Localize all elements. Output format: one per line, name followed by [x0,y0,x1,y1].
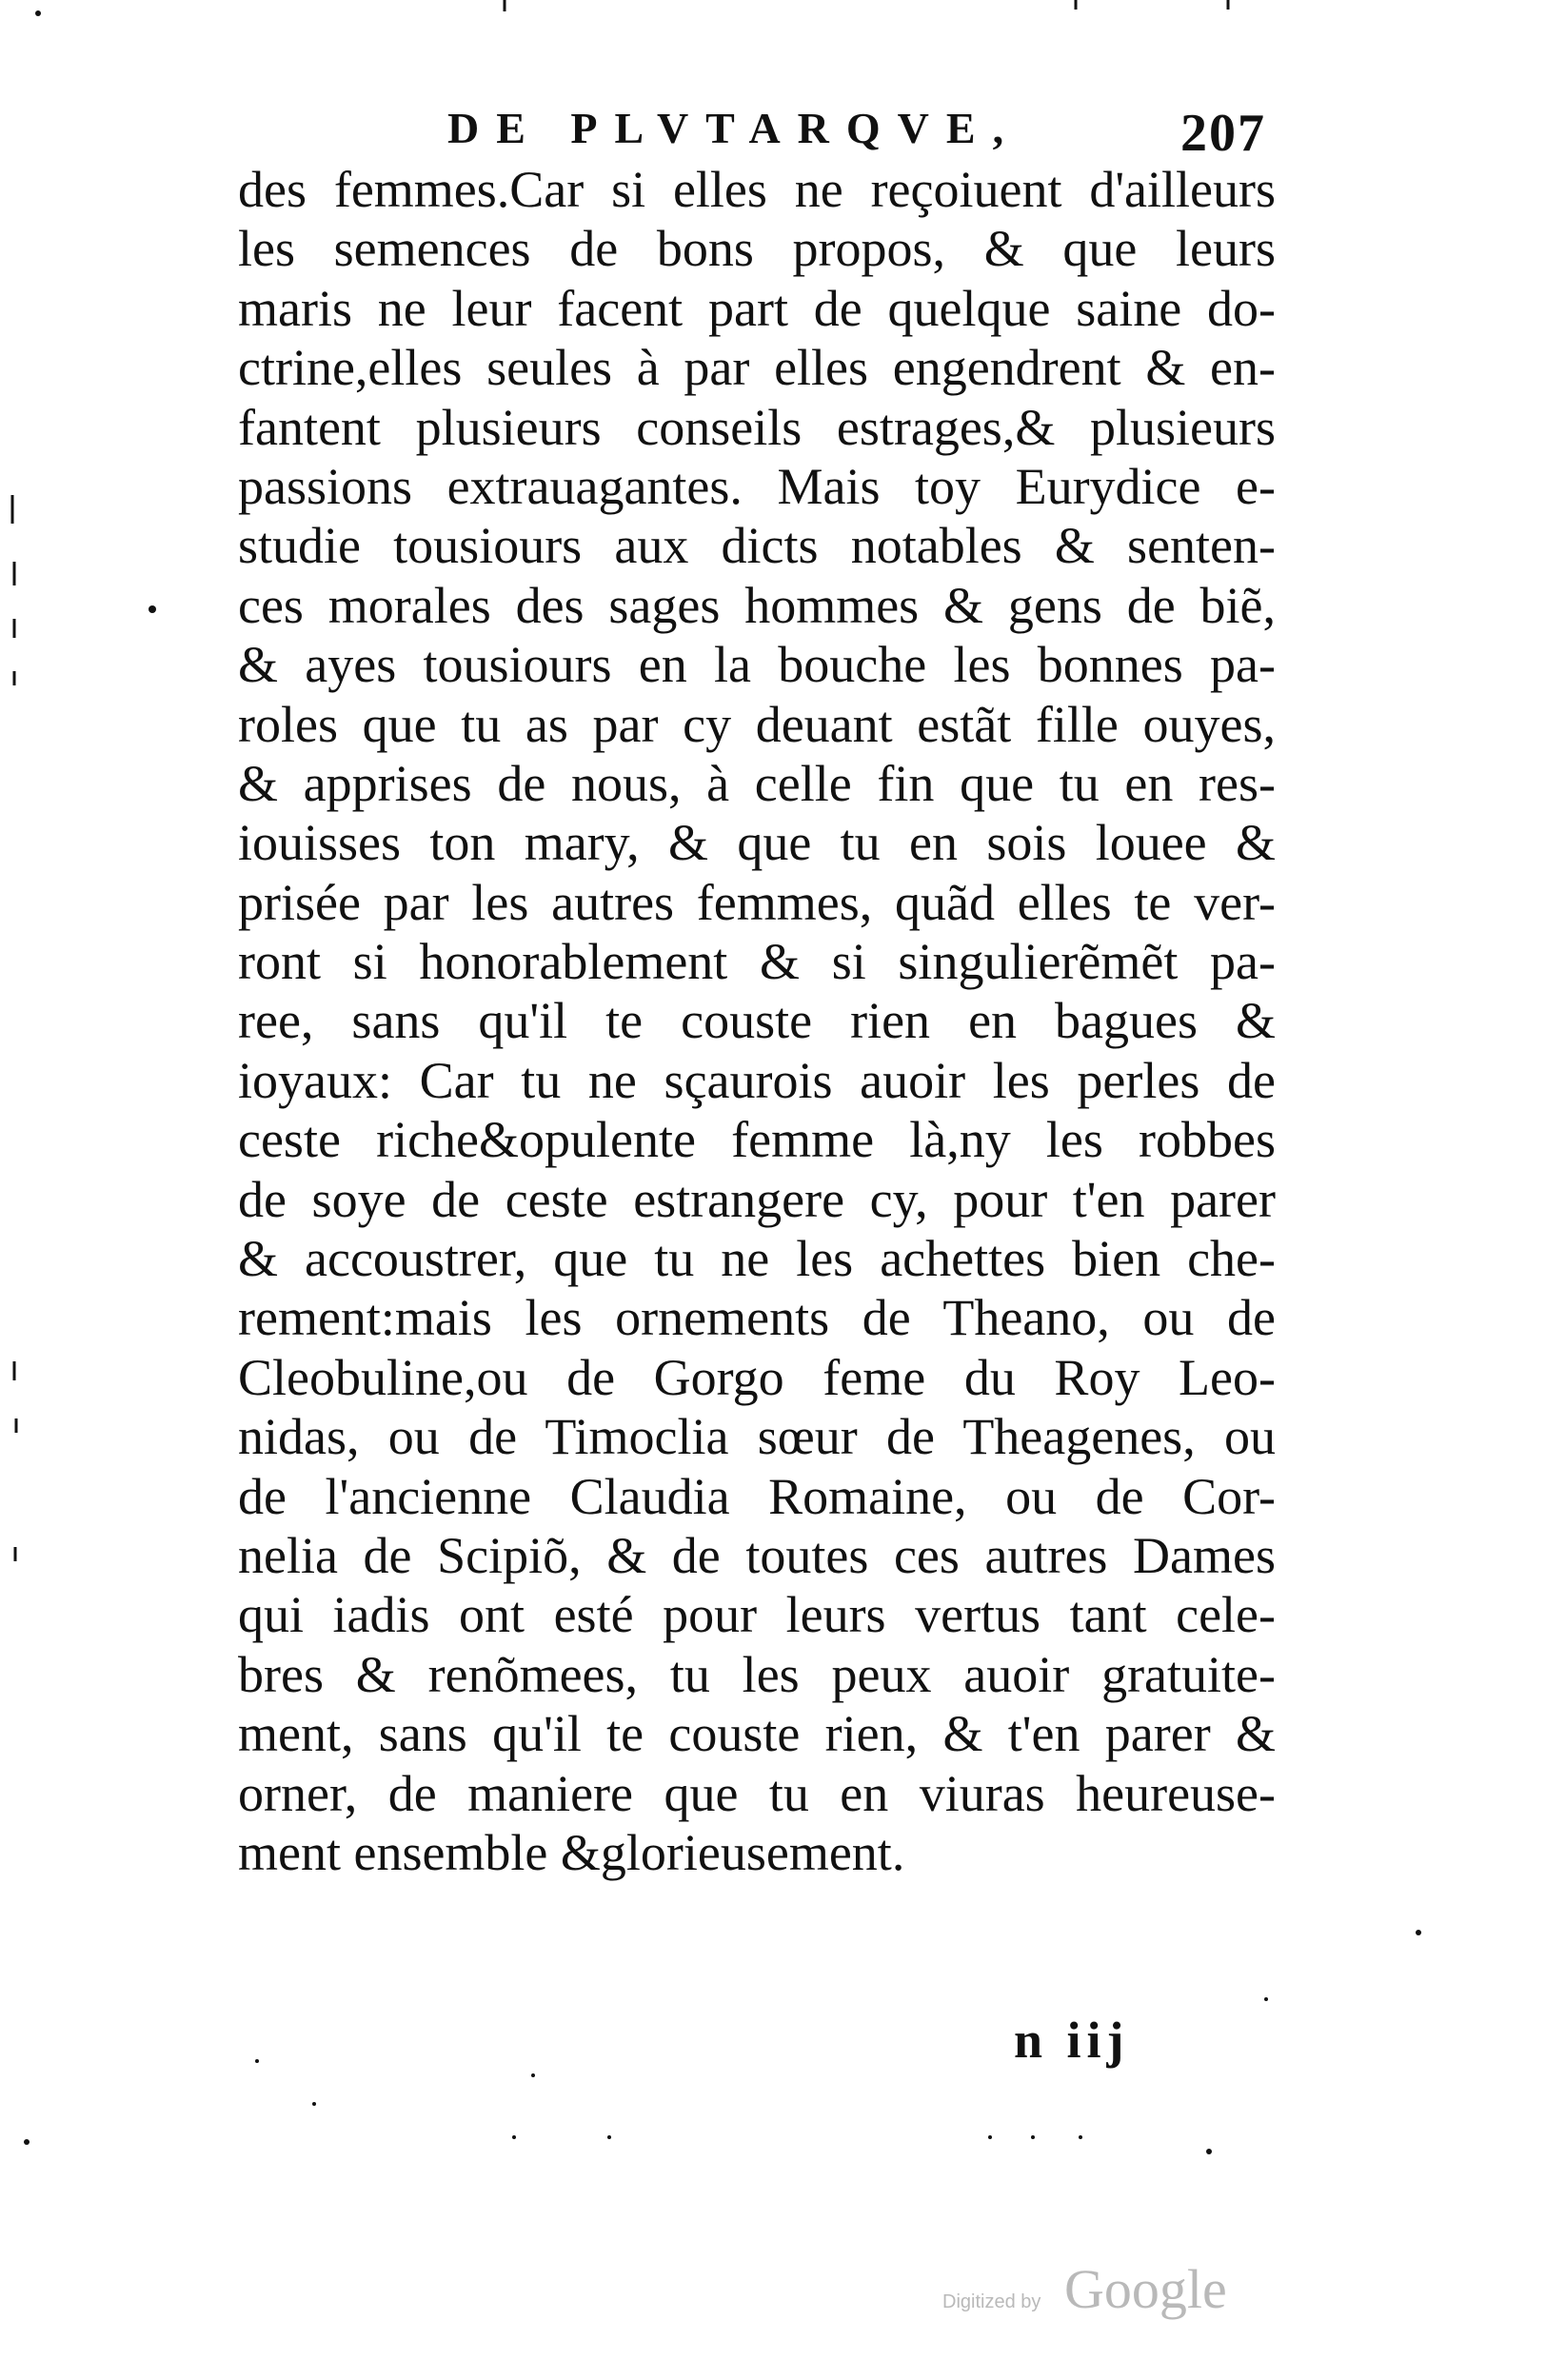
text-line: qui iadis ont esté pour leurs vertus tant cele- [238,1586,1276,1644]
text-line: ces morales des sages hommes & gens de biẽ, [238,576,1276,634]
text-line: prisée par les autres femmes, quãd elles te ver- [238,873,1276,931]
text-line: nelia de Scipiõ, & de toutes ces autres Dames [238,1526,1276,1584]
text-line: fantent plusieurs conseils estrages,& plusieurs [238,398,1276,456]
text-line: bres & renõmees, tu les peux auoir gratuite- [238,1645,1276,1703]
text-line: des femmes.Car si elles ne reçoiuent d'ailleurs [238,161,1276,218]
watermark-brand: Google [1064,2258,1227,2320]
text-line: ment, sans qu'il te couste rien, & t'en parer & [238,1705,1276,1763]
text-line: ree, sans qu'il te couste rien en bagues & [238,992,1276,1050]
text-line: ctrine,elles seules à par elles engendrent & en- [238,339,1276,397]
page-number: 207 [1180,104,1266,163]
text-line: Cleobuline,ou de Gorgo feme du Roy Leo- [238,1348,1276,1406]
text-line: ioyaux: Car tu ne sçaurois auoir les perles de [238,1051,1276,1109]
text-line: roles que tu as par cy deuant estãt fille ouyes, [238,695,1276,753]
text-line: ceste riche&opulente femme là,ny les robbes [238,1111,1276,1169]
text-line: les semences de bons propos, & que leurs [238,220,1276,278]
running-title: DE PLVTARQVE, [447,104,1021,152]
text-line: de soye de ceste estrangere cy, pour t'en parer [238,1170,1276,1228]
text-line: passions extrauagantes. Mais toy Eurydice e- [238,457,1276,515]
text-line: nidas, ou de Timoclia sœur de Theagenes, ou [238,1408,1276,1466]
text-line: & apprises de nous, à celle fin que tu en res- [238,754,1276,812]
text-line: rement:mais les ornements de Theano, ou de [238,1289,1276,1347]
text-line: orner, de maniere que tu en viuras heureuse- [238,1764,1276,1822]
text-line: de l'ancienne Claudia Romaine, ou de Cor- [238,1467,1276,1525]
text-line: & ayes tousiours en la bouche les bonnes pa- [238,636,1276,694]
text-line: maris ne leur facent part de quelque saine do- [238,279,1276,337]
watermark-prefix: Digitized by [942,2291,1041,2312]
text-line: iouisses ton mary, & que tu en sois louee & [238,814,1276,872]
text-line: studie tousiours aux dicts notables & senten- [238,517,1276,575]
text-line: & accoustrer, que tu ne les achettes bien che- [238,1230,1276,1288]
body-text [238,160,1276,1882]
text-line: ront si honorablement & si singulierẽmẽt pa- [238,933,1276,991]
text-line: ment ensemble &glorieusement. [238,1823,905,1881]
signature-mark: n iij [1014,2012,1130,2069]
digitized-by-google-watermark [942,2251,1247,2328]
